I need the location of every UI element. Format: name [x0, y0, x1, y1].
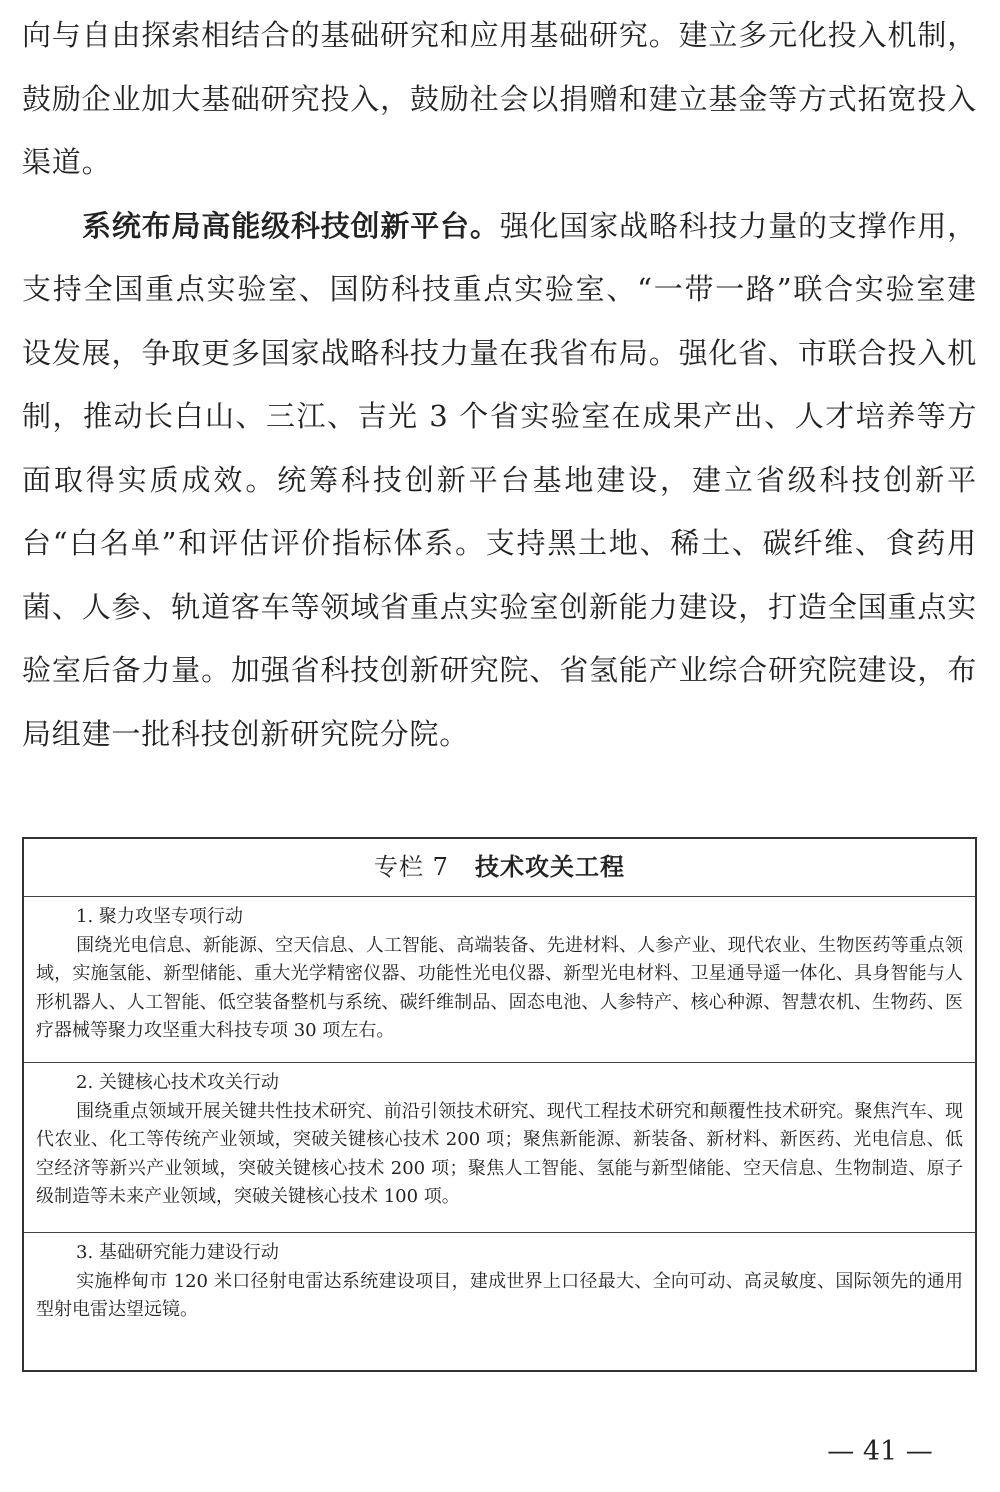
- paragraph-platform: [22, 195, 977, 767]
- column-box: [22, 837, 977, 1372]
- section-body-wrap: [36, 1268, 963, 1325]
- column-title: 技术攻关工程: [474, 853, 625, 881]
- column-section-1: [24, 897, 975, 1063]
- column-number: 专栏 7: [374, 853, 449, 881]
- column-section-2: [24, 1063, 975, 1233]
- section-heading: 1. 聚力攻坚专项行动: [76, 906, 243, 927]
- section-heading: 2. 关键核心技术攻关行动: [76, 1072, 279, 1093]
- paragraph-lead-heading: 系统布局高能级科技创新平台。: [82, 208, 500, 243]
- section-body: 实施桦甸市 120 米口径射电雷达系统建设项目，建成世界上口径最大、全向可动、高灵敏度、国际领先的通用型射电雷达望远镜。: [36, 1270, 963, 1320]
- document-page: [22, 0, 977, 766]
- paragraph-text: 强化国家战略科技力量的支撑作用，支持全国重点实验室、国防科技重点实验室、“一带一路”联合实验室建设发展，争取更多国家战略科技力量在我省布局。强化省、市联合投入机制，推动长白山、三江、吉光 3 个省实验室在成果产出、人才培养等方面取得实质成效。统筹科技创新平台基地建设，建立省级科技创新平台“白名单”和评估评价指标体系。支持黑土地、稀土、碳纤维、食药用菌、人参、轨道客车等领域省重点实验室创新能力建设，打造全国重点实验室后备力量。加强省科技创新研究院、省氢能产业综合研究院建设，布局组建一批科技创新研究院分院。: [22, 208, 977, 751]
- column-title-bar: [24, 839, 975, 897]
- section-body-wrap: [36, 1098, 963, 1212]
- paragraph-text: 向与自由探索相结合的基础研究和应用基础研究。建立多元化投入机制，鼓励企业加大基础研究投入，鼓励社会以捐赠和建立基金等方式拓宽投入渠道。: [22, 18, 977, 179]
- section-body: 围绕重点领域开展关键共性技术研究、前沿引领技术研究、现代工程技术研究和颠覆性技术研究。聚焦汽车、现代农业、化工等传统产业领域，突破关键核心技术 200 项；聚焦新能源、新装备、新材料、新医药、光电信息、低空经济等新兴产业领域，突破关键核心技术 200 项；聚焦人工智能、氢能与新型储能、空天信息、生物制造、原子级制造等未来产业领域，突破关键核心技术 100 项。: [36, 1100, 963, 1207]
- section-body-wrap: [36, 932, 963, 1046]
- column-section-3: [24, 1233, 975, 1371]
- page-number: — 41 —: [827, 1436, 933, 1467]
- paragraph-continuation: [22, 4, 977, 195]
- section-heading: 3. 基础研究能力建设行动: [76, 1242, 279, 1263]
- section-body: 围绕光电信息、新能源、空天信息、人工智能、高端装备、先进材料、人参产业、现代农业、生物医药等重点领域，实施氢能、新型储能、重大光学精密仪器、功能性光电仪器、新型光电材料、卫星通导遥一体化、具身智能与人形机器人、人工智能、低空装备整机与系统、碳纤维制品、固态电池、人参特产、核心种源、智慧农机、生物药、医疗器械等聚力攻坚重大科技专项 30 项左右。: [36, 934, 963, 1041]
